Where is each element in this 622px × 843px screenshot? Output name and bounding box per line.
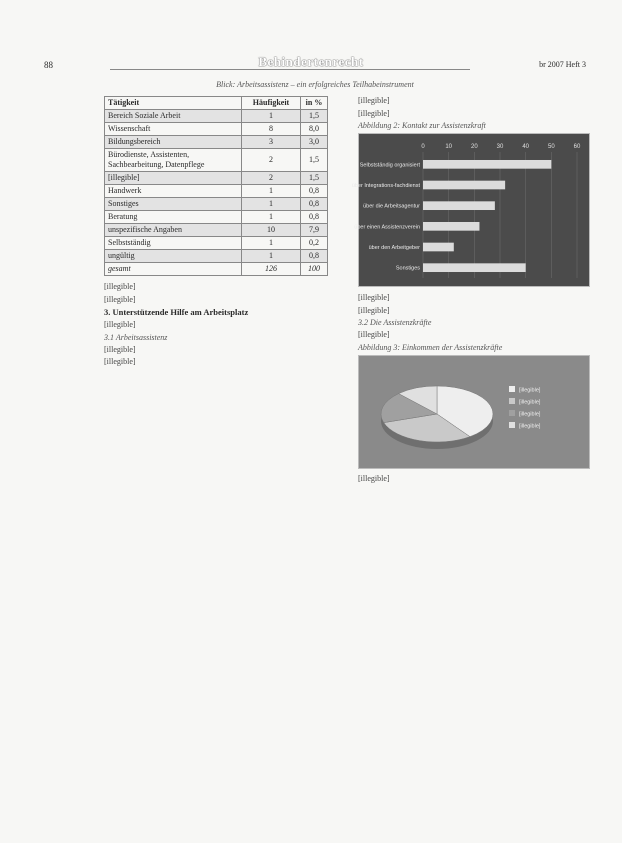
x-tick-label: 30 [496,144,504,151]
category-label: über Integrations-fachdienst [351,183,420,190]
table-cell-count: 10 [242,224,301,237]
body-paragraph: [illegible] [104,294,136,304]
x-tick-label: 20 [470,144,478,151]
legend-label: [illegible] [519,423,541,430]
table-cell-label: [illegible] [105,172,242,185]
category-label: über die Arbeitsagentur [363,203,420,210]
table-cell-pct: 0,8 [301,185,328,198]
table-row [105,250,328,263]
figure-caption: Abbildung 3: Einkommen der Assistenzkräfte [358,342,503,352]
x-tick-label: 50 [547,144,555,151]
table-row [105,198,328,211]
body-paragraph: [illegible] [104,357,136,367]
table-cell-pct: 0,8 [301,211,328,224]
body-paragraph: [illegible] [104,320,136,330]
table-cell-pct: 100 [301,263,328,276]
table-row [105,211,328,224]
table-cell-count: 3 [242,136,301,149]
body-paragraph: [illegible] [104,344,136,354]
table-cell-pct: 1,5 [301,149,328,172]
table-cell-pct: 8,0 [301,123,328,136]
table-row [105,224,328,237]
left-column [104,96,350,370]
pie-chart [359,356,589,468]
section-heading: 3. Unterstützende Hilfe am Arbeitsplatz [104,307,249,318]
table-cell-count: 1 [242,198,301,211]
x-tick-label: 0 [421,144,425,151]
table-cell-count: 1 [242,110,301,123]
bar-chart [351,134,589,286]
legend-label: [illegible] [519,399,541,406]
legend-swatch [509,422,515,428]
bar [423,222,479,231]
journal-title: Behindertenrecht [258,54,364,69]
legend-swatch [509,410,515,416]
table-cell-label: Handwerk [105,185,242,198]
bar [423,160,551,169]
body-paragraph: [illegible] [358,305,390,315]
table-cell-label: Bildungsbereich [105,136,242,149]
table-cell-count: 1 [242,250,301,263]
table-cell-label: ungültig [105,250,242,263]
subsection-heading: 3.1 Arbeitsassistenz [104,332,168,342]
table-cell-label: Selbstständig [105,237,242,250]
x-tick-label: 10 [445,144,453,151]
table-cell-pct: 3,0 [301,136,328,149]
table-cell-count: 1 [242,211,301,224]
table-row [105,185,328,198]
issue-label: br 2007 Heft 3 [539,60,586,69]
bar [423,243,454,252]
table-cell-pct: 0,2 [301,237,328,250]
activity-table [104,96,328,276]
bar [423,264,526,273]
article-subtitle: Blick: Arbeitsassistenz – ein erfolgreiches Teilhabeinstrument [216,80,414,89]
table-cell-label: gesamt [105,263,242,276]
body-paragraph: [illegible] [358,293,390,303]
table-cell-count: 1 [242,185,301,198]
bar [423,202,495,211]
right-column [351,96,588,487]
legend-label: [illegible] [519,387,541,394]
x-tick-label: 60 [573,144,581,151]
category-label: Sonstiges [395,265,420,272]
subsection-heading: 3.2 Die Assistenzkräfte [358,318,432,328]
table-cell-label: Bürodienste, Assistenten, Sachbearbeitung, Datenpflege [105,149,242,172]
table-cell-count: 2 [242,172,301,185]
body-paragraph: [illegible] [358,108,390,118]
table-cell-pct: 1,5 [301,110,328,123]
table-row [105,136,328,149]
table-row-total [105,263,328,276]
table-row [105,123,328,136]
category-label: Selbstständig organisiert [359,162,420,169]
x-tick-label: 40 [522,144,530,151]
table-header-activity: Tätigkeit [105,97,242,110]
table-cell-count: 126 [242,263,301,276]
table-cell-pct: 0,8 [301,250,328,263]
table-header-percent: in % [301,97,328,110]
table-cell-count: 8 [242,123,301,136]
bar-chart-figure [351,133,590,287]
category-label: über einen Assistenzverein [354,224,420,231]
table-cell-count: 1 [242,237,301,250]
pie-chart-figure [358,355,590,469]
table-row [105,110,328,123]
table-row [105,237,328,250]
table-header-frequency: Häufigkeit [242,97,301,110]
table-cell-label: Bereich Soziale Arbeit [105,110,242,123]
table-row [105,149,328,172]
legend-label: [illegible] [519,411,541,418]
table-cell-pct: 7,9 [301,224,328,237]
figure-caption: Abbildung 2: Kontakt zur Assistenzkraft [358,121,486,131]
table-row [105,172,328,185]
table-cell-pct: 0,8 [301,198,328,211]
legend-swatch [509,386,515,392]
table-cell-pct: 1,5 [301,172,328,185]
body-paragraph: [illegible] [358,330,390,340]
body-paragraph: [illegible] [358,96,390,105]
legend-swatch [509,398,515,404]
page-number: 88 [44,60,53,70]
category-label: über den Arbeitgeber [368,245,420,252]
header-rule [110,69,470,70]
table-cell-label: Wissenschaft [105,123,242,136]
table-cell-label: Beratung [105,211,242,224]
table-cell-label: Sonstiges [105,198,242,211]
body-paragraph: [illegible] [358,473,390,483]
body-paragraph: [illegible] [104,282,136,291]
table-cell-label: unspezifische Angaben [105,224,242,237]
bar [423,181,505,190]
table-cell-count: 2 [242,149,301,172]
